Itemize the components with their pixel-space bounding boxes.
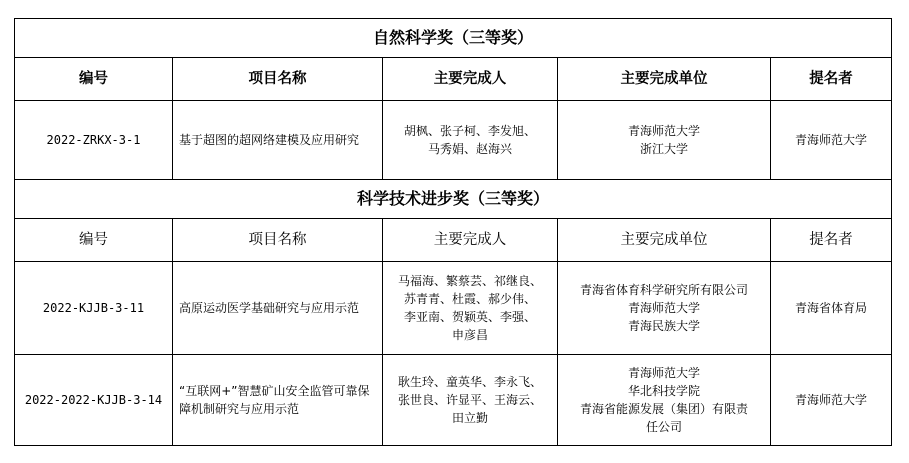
section-title-sci-tech-progress: 科学技术进步奖（三等奖） (15, 180, 892, 219)
col-header-people: 主要完成人 (383, 58, 558, 101)
cell-nominator: 青海师范大学 (771, 101, 892, 180)
cell-units (558, 101, 771, 180)
people-line: 田立勤 (451, 411, 488, 425)
section-title-natural-science: 自然科学奖（三等奖） (15, 19, 892, 58)
col-header-id: 编号 (15, 219, 173, 262)
people-line: 李亚南、贺颖英、李强、 (403, 310, 536, 324)
unit-line: 青海师范大学 (627, 301, 700, 315)
unit-line: 青海师范大学 (627, 366, 700, 380)
unit-line: 青海师范大学 (627, 124, 700, 138)
people-line: 申彦昌 (451, 328, 488, 342)
cell-nominator: 青海师范大学 (771, 355, 892, 446)
cell-nominator: 青海省体育局 (771, 262, 892, 355)
col-header-units: 主要完成单位 (558, 58, 771, 101)
table-row (15, 355, 892, 446)
unit-line: 华北科技学院 (627, 384, 700, 398)
cell-project: “互联网+”智慧矿山安全监管可靠保障机制研究与应用示范 (173, 355, 383, 446)
unit-line: 浙江大学 (639, 142, 688, 156)
cell-id: 2022-KJJB-3-11 (15, 262, 173, 355)
people-line: 张世良、许显平、王海云、 (397, 393, 542, 407)
cell-project: 基于超图的超网络建模及应用研究 (173, 101, 383, 180)
col-header-id: 编号 (15, 58, 173, 101)
cell-people (383, 262, 558, 355)
cell-people (383, 101, 558, 180)
people-line: 耿生玲、童英华、李永飞、 (397, 375, 542, 389)
table-row (15, 262, 892, 355)
unit-line: 青海省能源发展（集团）有限责 (579, 402, 748, 416)
unit-line: 青海省体育科学研究所有限公司 (579, 283, 748, 297)
cell-project: 高原运动医学基础研究与应用示范 (173, 262, 383, 355)
people-line: 胡枫、张子柯、李发旭、 (403, 124, 536, 138)
col-header-nominator: 提名者 (771, 219, 892, 262)
col-header-people: 主要完成人 (383, 219, 558, 262)
cell-people (383, 355, 558, 446)
people-line: 马福海、繁蔡芸、祁继良、 (397, 274, 542, 288)
col-header-project: 项目名称 (173, 58, 383, 101)
col-header-units: 主要完成单位 (558, 219, 771, 262)
unit-line: 青海民族大学 (627, 319, 700, 333)
col-header-project: 项目名称 (173, 219, 383, 262)
people-line: 马秀娟、赵海兴 (427, 142, 512, 156)
table-row (15, 101, 892, 180)
cell-id: 2022-ZRKX-3-1 (15, 101, 173, 180)
awards-table (14, 18, 892, 446)
people-line: 苏青青、杜霞、郝少伟、 (403, 292, 536, 306)
cell-units (558, 262, 771, 355)
cell-id: 2022-2022-KJJB-3-14 (15, 355, 173, 446)
unit-line: 任公司 (645, 420, 682, 434)
col-header-nominator: 提名者 (771, 58, 892, 101)
cell-units (558, 355, 771, 446)
